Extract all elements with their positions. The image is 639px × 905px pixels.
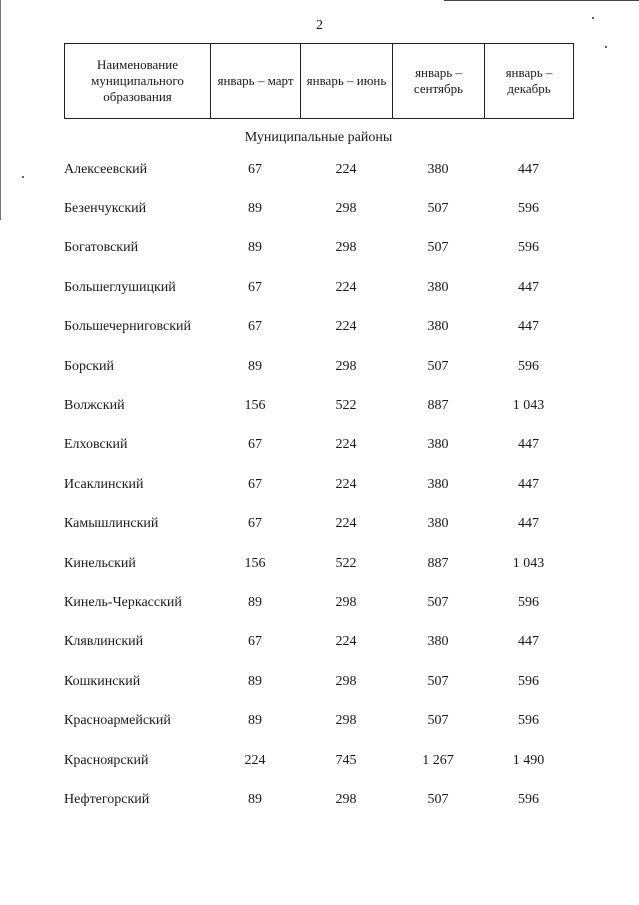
district-name: Кинельский [64, 555, 136, 571]
value-9m: 1 267 [422, 752, 454, 768]
value-h1: 298 [335, 201, 357, 217]
value-q1: 67 [248, 161, 262, 177]
district-name: Большеглушицкий [64, 279, 176, 295]
value-9m: 380 [427, 161, 449, 177]
value-year: 596 [518, 240, 539, 256]
value-year: 447 [518, 279, 539, 295]
table-header [64, 43, 574, 119]
value-9m: 380 [427, 319, 449, 335]
header-9m: январь – сентябрь [393, 44, 485, 119]
scan-speck [605, 46, 607, 48]
table-row [64, 780, 573, 819]
district-name: Борский [64, 358, 115, 374]
district-name: Богатовский [64, 240, 139, 256]
district-name: Алексеевский [64, 161, 148, 177]
value-h1: 745 [335, 752, 357, 768]
value-9m: 887 [427, 398, 449, 414]
district-name: Кинель-Черкасский [64, 594, 182, 610]
table-row [64, 347, 573, 386]
value-q1: 224 [244, 752, 266, 768]
district-name: Камышлинский [64, 516, 159, 532]
value-9m: 380 [427, 476, 449, 492]
value-9m: 507 [427, 240, 449, 256]
value-h1: 298 [335, 594, 357, 610]
value-9m: 380 [427, 516, 449, 532]
header-year: январь – декабрь [485, 44, 574, 119]
page-number: 2 [316, 18, 323, 33]
table-row [64, 189, 573, 228]
table-row [64, 308, 573, 347]
value-q1: 89 [248, 594, 262, 610]
table-row [64, 426, 573, 465]
value-year: 447 [518, 634, 539, 650]
value-q1: 156 [244, 398, 266, 414]
value-h1: 224 [335, 437, 357, 453]
scan-speck [22, 176, 24, 178]
value-year: 596 [518, 201, 539, 217]
table-body [64, 150, 573, 820]
value-9m: 380 [427, 634, 449, 650]
value-h1: 298 [335, 673, 357, 689]
table-row [64, 623, 573, 662]
value-h1: 224 [335, 279, 357, 295]
table-row [64, 544, 573, 583]
section-title: Муниципальные районы [244, 130, 393, 145]
value-year: 447 [518, 319, 539, 335]
district-name: Безенчукский [64, 201, 147, 217]
table-row [64, 505, 573, 544]
value-h1: 522 [335, 555, 357, 571]
value-h1: 224 [335, 161, 357, 177]
header-q1: январь – март [211, 44, 301, 119]
value-year: 596 [518, 358, 539, 374]
value-year: 447 [518, 516, 539, 532]
value-h1: 298 [335, 791, 357, 807]
header-h1: январь – июнь [301, 44, 393, 119]
value-year: 447 [518, 161, 539, 177]
table-row [64, 583, 573, 622]
table-row [64, 701, 573, 740]
value-h1: 224 [335, 476, 357, 492]
district-name: Нефтегорский [64, 791, 150, 807]
value-h1: 522 [335, 398, 357, 414]
value-year: 596 [518, 713, 539, 729]
value-q1: 67 [248, 279, 262, 295]
value-year: 1 043 [512, 555, 545, 571]
table-row [64, 741, 573, 780]
value-q1: 67 [248, 516, 262, 532]
value-year: 447 [518, 437, 539, 453]
value-q1: 156 [244, 555, 266, 571]
value-q1: 67 [248, 437, 262, 453]
table-row [64, 150, 573, 189]
top-rule [444, 0, 639, 1]
table-row [64, 465, 573, 504]
value-h1: 298 [335, 713, 357, 729]
district-name: Кошкинский [64, 673, 141, 689]
value-9m: 380 [427, 279, 449, 295]
value-q1: 89 [248, 358, 262, 374]
district-name: Красноярский [64, 752, 149, 768]
value-q1: 67 [248, 634, 262, 650]
value-q1: 89 [248, 791, 262, 807]
value-q1: 89 [248, 201, 262, 217]
table-row [64, 386, 573, 425]
value-h1: 298 [335, 358, 357, 374]
value-q1: 67 [248, 319, 262, 335]
district-name: Волжский [64, 398, 125, 414]
value-9m: 507 [427, 594, 449, 610]
value-q1: 89 [248, 713, 262, 729]
value-h1: 224 [335, 516, 357, 532]
value-year: 1 043 [512, 398, 545, 414]
value-h1: 224 [335, 319, 357, 335]
table-row [64, 229, 573, 268]
value-q1: 89 [248, 673, 262, 689]
value-9m: 507 [427, 358, 449, 374]
value-9m: 507 [427, 673, 449, 689]
table-row [64, 662, 573, 701]
value-9m: 507 [427, 201, 449, 217]
value-q1: 67 [248, 476, 262, 492]
value-9m: 507 [427, 791, 449, 807]
header-name-column: Наименование муниципального образования [65, 44, 211, 119]
value-year: 596 [518, 594, 539, 610]
value-h1: 298 [335, 240, 357, 256]
value-9m: 507 [427, 713, 449, 729]
district-name: Клявлинский [64, 634, 144, 650]
value-year: 596 [518, 673, 539, 689]
district-name: Большечерниговский [64, 319, 192, 335]
district-name: Исаклинский [64, 476, 144, 492]
value-9m: 887 [427, 555, 449, 571]
value-h1: 224 [335, 634, 357, 650]
value-year: 596 [518, 791, 539, 807]
district-name: Елховский [64, 437, 128, 453]
value-year: 447 [518, 476, 539, 492]
value-9m: 380 [427, 437, 449, 453]
table-row [64, 268, 573, 307]
value-year: 1 490 [512, 752, 545, 768]
value-q1: 89 [248, 240, 262, 256]
district-name: Красноармейский [64, 713, 171, 729]
